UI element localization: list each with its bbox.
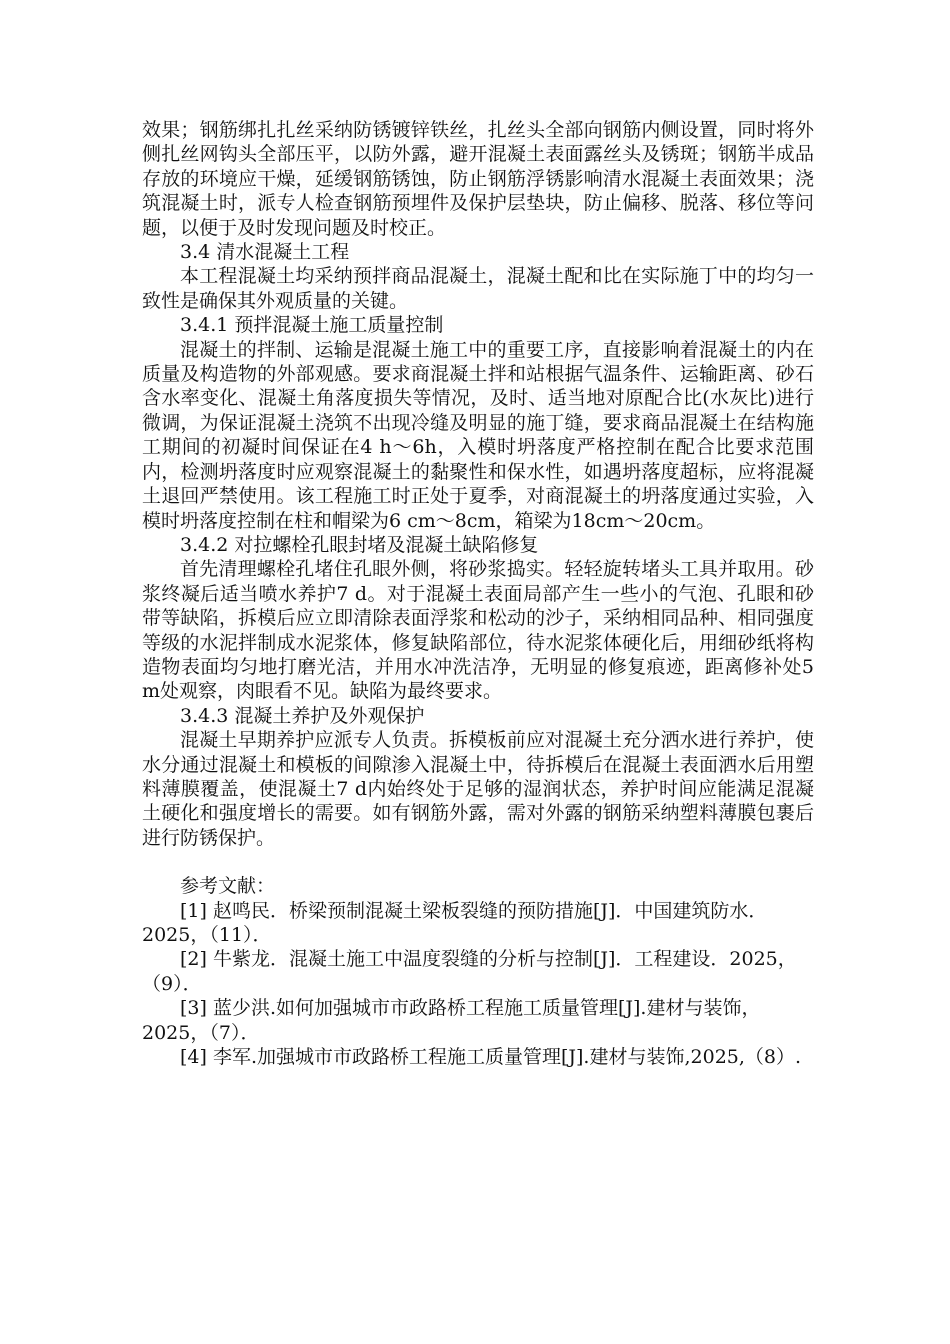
- section-heading-3-4-3: 3.4.3 混凝土养护及外观保护: [180, 704, 425, 727]
- section-heading-3-4: 3.4 清水混凝土工程: [180, 241, 350, 264]
- paragraph-quality-control: 混凝土的拌制、运输是混凝土施工中的重要工序，直接影响着混凝土的内在质量及构造物的外部观感。要求商混凝土拌和站根据气温条件、运输距离、砂石含水率变化、混凝土角落度损失等情况，及时、适当地对原配合比(水灰比)进行微调，为保证混凝土浇筑不出现冷缝及明显的施丁缝，要求商品混凝土在结构施工期间的初凝时间保证在4 h～6h，入模时坍落度严格控制在配合比要求范围内，检测坍落度时应观察混凝土的黏聚性和保水性，如遇坍落度超标，应将混凝土退回严禁使用。该工程施工时正处于夏季，对商混凝土的坍落度通过实验，入模时坍落度控制在柱和帽梁为6 cm～8cm，箱梁为18cm～20cm。: [142, 338, 814, 532]
- paragraph-curing: 混凝土早期养护应派专人负责。拆模板前应对混凝土充分洒水进行养护，使水分通过混凝土和模板的间隙渗入混凝土中，待拆模后在混凝土表面洒水后用塑料薄膜覆盖，使混凝土7 d内始终处于足够的湿润状态，养护时间应能满足混凝土硬化和强度增长的需要。如有钢筋外露，需对外露的钢筋采纳塑料薄膜包裹后进行防锈保护。: [142, 729, 814, 849]
- section-heading-3-4-2: 3.4.2 对拉螺栓孔眼封堵及混凝土缺陷修复: [180, 533, 539, 556]
- document-page: [142, 118, 814, 1069]
- reference-item: [4] 李军.加强城市市政路桥工程施工质量管理[J].建材与装饰,2025,（8）.: [180, 1046, 802, 1069]
- reference-item: [2] 牛紫龙．混凝土施工中温度裂缝的分析与控制[J]．工程建设．2025，（9）．: [142, 948, 797, 995]
- reference-item: [1] 赵鸣民．桥梁预制混凝土梁板裂缝的预防措施[J]．中国建筑防水．2025，（11）．: [142, 899, 768, 946]
- paragraph-continuation: 效果；钢筋绑扎扎丝采纳防锈镀锌铁丝，扎丝头全部向钢筋内侧设置，同时将外侧扎丝网钩头全部压平，以防外露，避开混凝土表面露丝头及锈斑；钢筋半成品存放的环境应干燥，延缓钢筋锈蚀，防止钢筋浮锈影响清水混凝土表面效果；浇筑混凝土时，派专人检查钢筋预埋件及保护层垫块，防止偏移、脱落、移位等问题，以便于及时发现问题及时校正。: [142, 119, 814, 239]
- reference-item: [3] 蓝少洪.如何加强城市市政路桥工程施工质量管理[J].建材与装饰，2025，（7）．: [142, 997, 761, 1044]
- paragraph-ready-mix: 本工程混凝土均采纳预拌商品混凝土，混凝土配和比在实际施丁中的均匀一致性是确保其外观质量的关键。: [142, 265, 814, 312]
- paragraph-bolt-hole-repair: 首先清理螺栓孔堵住孔眼外侧，将砂浆捣实。轻轻旋转堵头工具并取用。砂浆终凝后适当喷水养护7 d。对于混凝土表面局部产生一些小的气泡、孔眼和砂带等缺陷，拆模后应立即清除表面浮浆和松动的沙子，采纳相同品种、相同强度等级的水泥拌制成水泥浆体，修复缺陷部位，待水泥浆体硬化后，用细砂纸将构造物表面均匀地打磨光洁，并用水冲洗洁净，无明显的修复痕迹，距离修补处5 m处观察，肉眼看不见。缺陷为最终要求。: [142, 558, 814, 703]
- section-heading-3-4-1: 3.4.1 预拌混凝土施工质量控制: [180, 314, 444, 337]
- spacer: [142, 850, 814, 874]
- references-title: 参考文献：: [180, 875, 276, 898]
